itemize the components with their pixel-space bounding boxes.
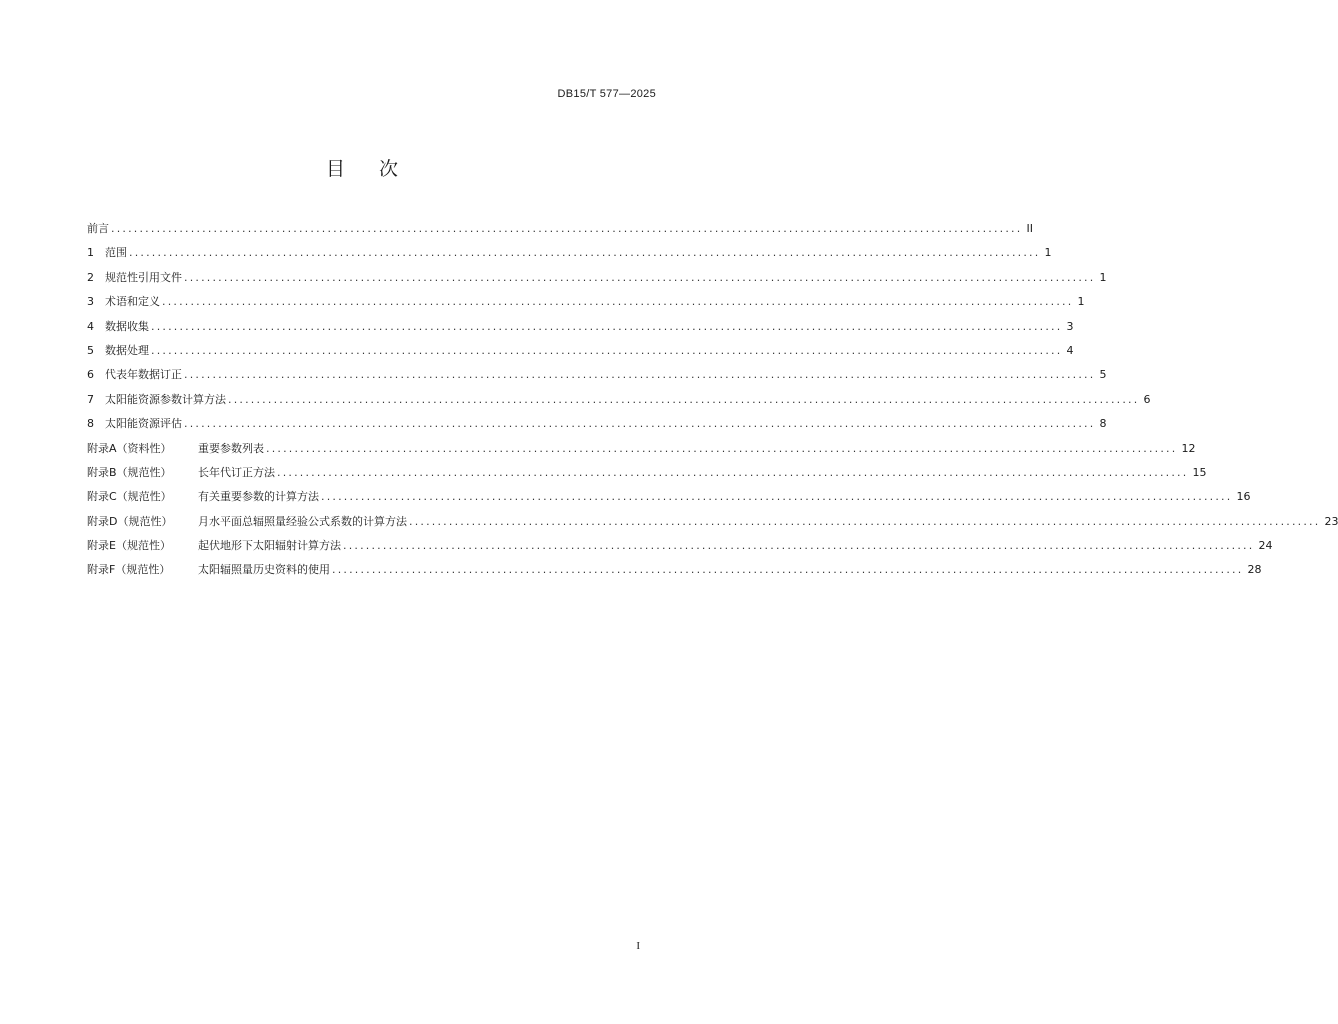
toc-section-number: 7 <box>87 392 94 406</box>
toc-page-number: 12 <box>1181 441 1196 455</box>
toc-section-number: 1 <box>87 246 94 260</box>
toc-entry[interactable] <box>87 366 1107 390</box>
toc-entry[interactable] <box>87 513 1338 537</box>
dot-leader: ................................................................................................................................................................ <box>151 319 1063 333</box>
toc-page-number: 24 <box>1258 539 1273 553</box>
toc-entry-title: 数据收集 <box>105 319 149 333</box>
toc-page-number: 5 <box>1099 368 1107 382</box>
toc-title-char-1: 目 <box>325 158 345 180</box>
toc-entry[interactable] <box>87 318 1074 342</box>
toc-section-number: 4 <box>87 319 94 333</box>
toc-section-number: 3 <box>87 295 94 309</box>
toc-entry[interactable] <box>87 415 1107 439</box>
dot-leader: ................................................................................................................................................................ <box>151 343 1063 357</box>
dot-leader: ................................................................................................................................................................ <box>409 514 1321 528</box>
dot-leader: ................................................................................................................................................................ <box>266 441 1178 455</box>
toc-entry[interactable] <box>87 488 1251 512</box>
toc-section-number: 6 <box>87 368 94 382</box>
toc-entry-title: 规范性引用文件 <box>105 270 182 284</box>
dot-leader: ................................................................................................................................................................ <box>111 222 1023 235</box>
toc-page-number: 28 <box>1247 563 1262 577</box>
toc-entry-title: 太阳辐照量历史资料的使用 <box>198 563 330 577</box>
toc-title <box>0 154 724 181</box>
toc-entry[interactable] <box>87 391 1151 415</box>
toc-appendix-label: 附录E（规范性） <box>87 539 171 553</box>
toc-entry[interactable] <box>87 220 1033 244</box>
toc-page-number: II <box>1026 222 1033 235</box>
toc-entry[interactable] <box>87 342 1074 366</box>
table-of-contents <box>87 220 1338 586</box>
dot-leader: ................................................................................................................................................................ <box>332 563 1244 577</box>
toc-entry[interactable] <box>87 293 1085 317</box>
toc-appendix-label: 附录C（规范性） <box>87 490 172 504</box>
toc-entry[interactable] <box>87 464 1207 488</box>
toc-entry-title: 太阳能资源参数计算方法 <box>105 392 226 406</box>
toc-entry-title: 有关重要参数的计算方法 <box>198 490 319 504</box>
toc-entry[interactable] <box>87 244 1052 268</box>
toc-entry-title: 范围 <box>105 246 127 260</box>
toc-page-number: 4 <box>1066 343 1074 357</box>
toc-page-number: 6 <box>1143 392 1151 406</box>
document-code: DB15/T 577—2025 <box>557 88 656 100</box>
toc-page-number: 8 <box>1099 417 1107 431</box>
toc-entry[interactable] <box>87 269 1107 293</box>
toc-page-number: 15 <box>1192 465 1207 479</box>
toc-page-number: 3 <box>1066 319 1074 333</box>
toc-entry-title: 重要参数列表 <box>198 441 264 455</box>
dot-leader: ................................................................................................................................................................ <box>321 490 1233 504</box>
dot-leader: ................................................................................................................................................................ <box>162 295 1074 309</box>
toc-section-number: 5 <box>87 343 94 357</box>
toc-appendix-label: 附录A（资料性） <box>87 441 172 455</box>
toc-page-number: 23 <box>1324 514 1338 528</box>
toc-page-number: 1 <box>1099 270 1107 284</box>
dot-leader: ................................................................................................................................................................ <box>277 465 1189 479</box>
dot-leader: ................................................................................................................................................................ <box>129 246 1041 260</box>
toc-appendix-label: 附录B（规范性） <box>87 465 172 479</box>
toc-section-number: 2 <box>87 270 94 284</box>
toc-page-number: 1 <box>1077 295 1085 309</box>
dot-leader: ................................................................................................................................................................ <box>228 392 1140 406</box>
toc-section-number: 8 <box>87 417 94 431</box>
toc-appendix-label: 附录F（规范性） <box>87 563 171 577</box>
toc-page-number: 1 <box>1044 246 1052 260</box>
toc-entry-title: 月水平面总辐照量经验公式系数的计算方法 <box>198 514 407 528</box>
dot-leader: ................................................................................................................................................................ <box>343 539 1255 553</box>
toc-entry[interactable] <box>87 537 1273 561</box>
toc-page-number: 16 <box>1236 490 1251 504</box>
toc-appendix-label: 附录D（规范性） <box>87 514 173 528</box>
toc-title-char-2: 次 <box>379 158 399 180</box>
toc-entry-title: 前言 <box>87 222 109 235</box>
toc-entry-title: 术语和定义 <box>105 295 160 309</box>
page-number: I <box>636 940 640 952</box>
dot-leader: ................................................................................................................................................................ <box>184 417 1096 431</box>
toc-entry-title: 数据处理 <box>105 343 149 357</box>
toc-entry-title: 代表年数据订正 <box>105 368 182 382</box>
toc-entry-title: 太阳能资源评估 <box>105 417 182 431</box>
toc-entry[interactable] <box>87 561 1262 585</box>
toc-entry[interactable] <box>87 440 1196 464</box>
toc-entry-title: 起伏地形下太阳辐射计算方法 <box>198 539 341 553</box>
dot-leader: ................................................................................................................................................................ <box>184 368 1096 382</box>
toc-entry-title: 长年代订正方法 <box>198 465 275 479</box>
dot-leader: ................................................................................................................................................................ <box>184 270 1096 284</box>
